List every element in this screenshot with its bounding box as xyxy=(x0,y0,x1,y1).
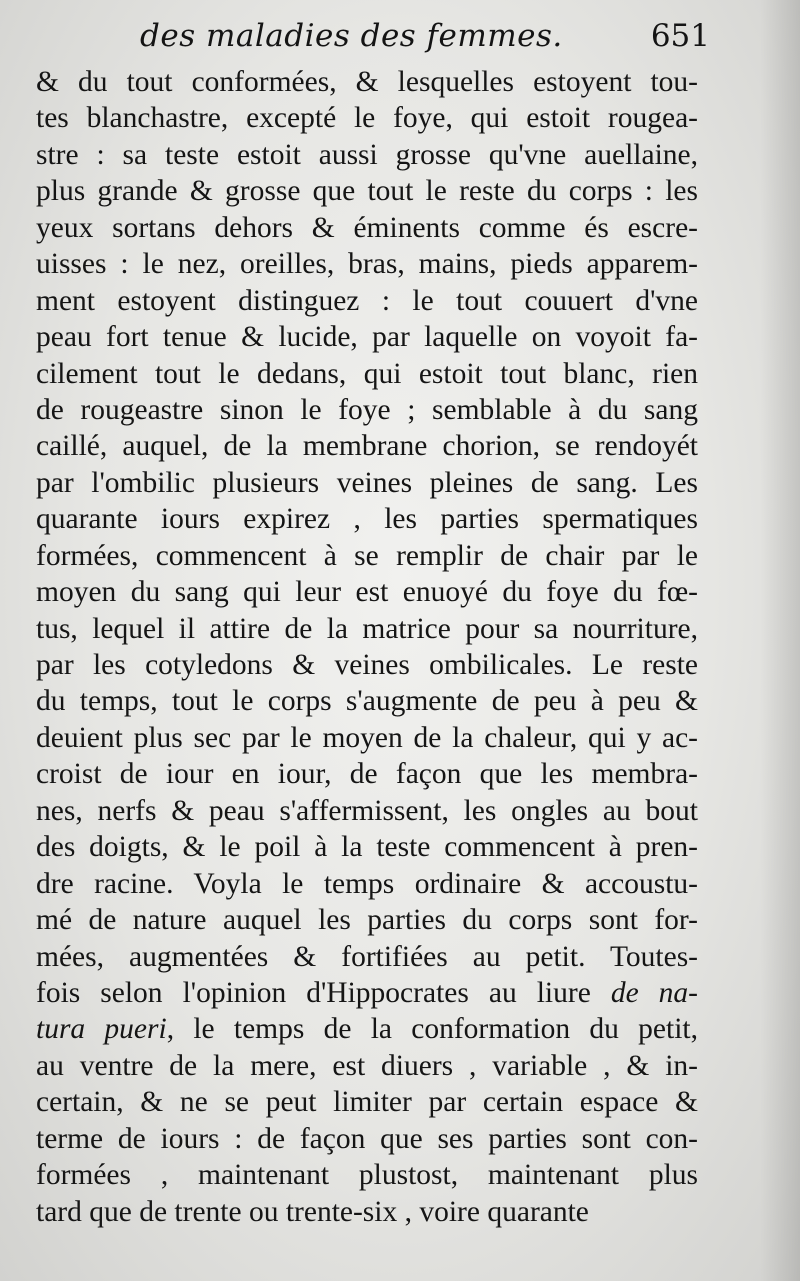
text-line: ment estoyent distinguez : le tout couuert d'vne xyxy=(36,284,698,317)
latin-title-part-2: tura pueri xyxy=(36,1013,167,1046)
text-line: formées , maintenant plustost, maintenant plus xyxy=(36,1159,698,1192)
text-line: nes, nerfs & peau s'affermissent, les ongles au bout xyxy=(36,794,698,827)
text-segment: , le temps de la conformation du petit, xyxy=(166,1013,698,1046)
text-line: yeux sortans dehors & éminents comme és escre- xyxy=(36,211,698,244)
text-line: tus, lequel il attire de la matrice pour sa nourriture, xyxy=(36,612,698,645)
text-line: dre racine. Voyla le temps ordinaire & accoustu- xyxy=(36,867,698,900)
text-line: certain, & ne se peut limiter par certain espace & xyxy=(36,1086,698,1119)
text-line: uisses : le nez, oreilles, bras, mains, pieds apparem- xyxy=(36,248,698,281)
text-line: terme de iours : de façon que ses parties sont con- xyxy=(36,1122,698,1155)
text-line: au ventre de la mere, est diuers , variable , & in- xyxy=(36,1049,698,1082)
latin-title-part-1: de na- xyxy=(610,976,699,1009)
text-line: caillé, auquel, de la membrane chorion, se rendoyét xyxy=(36,430,698,463)
text-line: croist de iour en iour, de façon que les membra- xyxy=(36,758,698,791)
text-line: tard que de trente ou trente-six , voire quarante xyxy=(36,1195,589,1228)
text-line: par les cotyledons & veines ombilicales. Le reste xyxy=(36,649,698,681)
text-line: par l'ombilic plusieurs veines pleines de sang. Les xyxy=(36,466,698,499)
text-line: cilement tout le dedans, qui estoit tout blanc, rien xyxy=(36,357,698,390)
text-line-with-italic xyxy=(36,1011,698,1047)
text-line: moyen du sang qui leur est enuoyé du foye du fœ- xyxy=(36,576,698,609)
text-line: & du tout conformées, & lesquelles estoyent tou- xyxy=(36,66,698,98)
text-line: peau fort tenue & lucide, par laquelle on voyoit fa- xyxy=(36,321,698,354)
text-line: mées, augmentées & fortifiées au petit. Toutes- xyxy=(36,940,698,973)
text-line: deuient plus sec par le moyen de la chaleur, qui y ac- xyxy=(36,721,698,754)
text-line: du temps, tout le corps s'augmente de peu à peu & xyxy=(36,685,698,718)
text-line: quarante iours expirez , les parties spermatiques xyxy=(36,503,698,536)
text-line: plus grande & grosse que tout le reste du corps : les xyxy=(36,175,698,208)
text-line: tes blanchastre, excepté le foye, qui estoit rougea- xyxy=(36,102,698,135)
text-line: de rougeastre sinon le foye ; semblable à du sang xyxy=(36,393,698,426)
page-number: 651 xyxy=(650,18,710,54)
text-segment: fois selon l'opinion d'Hippocrates au liure xyxy=(36,976,611,1009)
page-header xyxy=(130,18,710,62)
running-title: des maladies des femmes. xyxy=(140,18,563,54)
text-line: formées, commencent à se remplir de chair par le xyxy=(36,539,698,572)
body-text xyxy=(36,64,698,1230)
text-line: stre : sa teste estoit aussi grosse qu'vne auellaine, xyxy=(36,138,698,171)
text-line: mé de nature auquel les parties du corps sont for- xyxy=(36,904,698,937)
text-line: des doigts, & le poil à la teste commencent à pren- xyxy=(36,831,698,864)
page-edge-shadow xyxy=(760,0,800,1281)
text-line-with-italic xyxy=(36,975,698,1011)
